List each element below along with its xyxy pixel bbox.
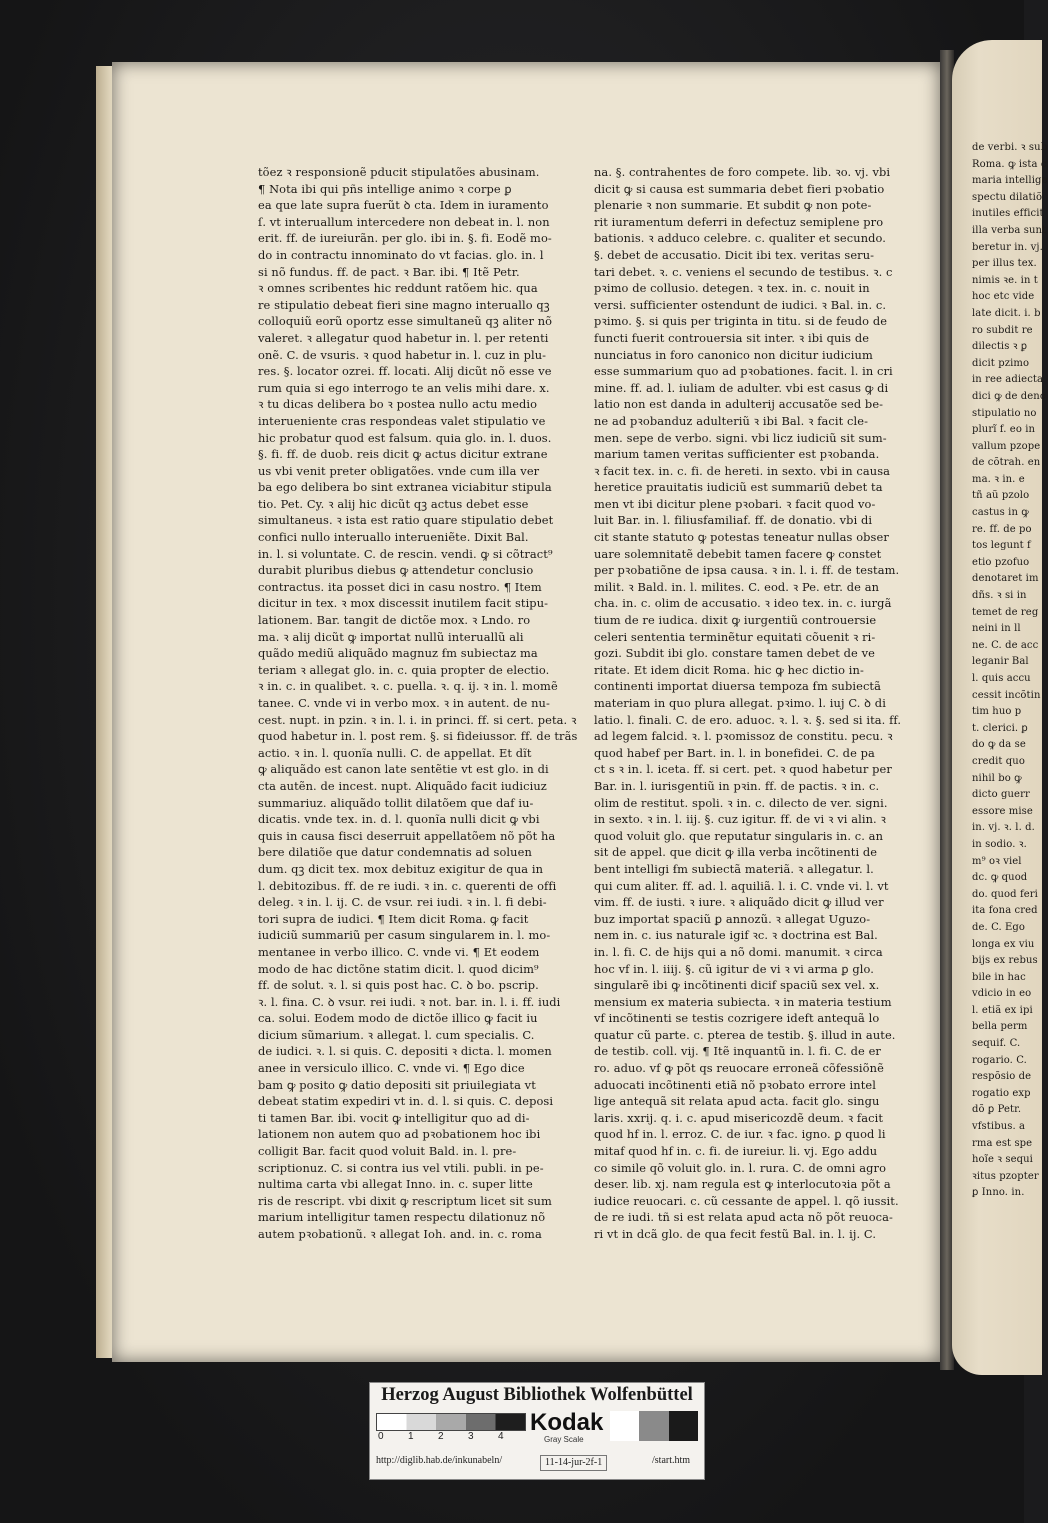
text-line: dñs. ꝛ si in — [972, 590, 1027, 602]
kodak-logo: Kodak — [530, 1409, 604, 1436]
text-line: bent intelligi ẜm subiectã materiã. ꝛ allegatur. l. — [594, 861, 874, 876]
text-line: Bar. in. l. iurisgentiũ in pꝛin. ff. de pactis. ꝛ in. c. — [594, 778, 880, 793]
text-line: dicatis. vnde tex. in. d. l. quonĩa nulli dicit ꝙ vbi — [258, 812, 540, 827]
text-line: qui cum aliter. ff. ad. l. aquiliã. l. i. C. vnde vi. l. vt — [594, 878, 889, 893]
text-line: ita fona cred — [972, 905, 1038, 917]
text-line: scriptionuz. C. si contra ius vel vtili. publi. in pe‑ — [258, 1160, 544, 1175]
text-column-right — [594, 164, 902, 1243]
text-line: temet de reg — [972, 606, 1039, 618]
text-line: na. §. contrahentes de foro compete. lib. ꝛo. vj. vbi — [594, 165, 891, 179]
text-line: erit. ff. de iureiurãn. per glo. ibi in. §. fi. Eodẽ mo‑ — [258, 231, 552, 246]
text-line: ca. solui. Eodem modo de dictõe illico ꝙ facit iu — [258, 1011, 538, 1026]
scale-number: 0 — [378, 1431, 384, 1442]
text-line: vfstibus. a — [972, 1121, 1026, 1133]
text-line: l. etiã ex ipi — [972, 1004, 1033, 1016]
gray-scale-caption: Gray Scale — [544, 1435, 584, 1444]
library-name: Herzog August Bibliothek Wolfenbüttel — [381, 1385, 693, 1405]
text-line: luit Bar. in. l. filiusfamiliaf. ff. de donatio. vbi di — [594, 513, 873, 528]
text-line: rit iuramentum deferri in defectuz semiplene pro — [594, 214, 884, 229]
text-line: iudiciũ summariũ per casum singularem in. l. mo‑ — [258, 928, 551, 943]
text-line: tñ aũ pzolo — [972, 490, 1030, 502]
text-line: dicium sũmarium. ꝛ allegat. l. cum specialis. C. — [258, 1027, 535, 1042]
text-line: ꝛ. l. fina. C. ꝺ vsur. rei iudi. ꝛ not. bar. in. l. i. ff. iudi — [258, 994, 561, 1009]
text-line: ꝛ tu dicas delibera bo ꝛ postea nullo actu medio — [258, 397, 538, 412]
text-line: castus in ꝙ — [972, 507, 1029, 519]
text-line: ma. ꝛ in. e — [972, 473, 1025, 485]
text-line: functi fuerit controuersia sit inter. ꝛ ibi quis de — [594, 330, 870, 345]
text-line: teriam ꝛ allegat glo. in. c. quia propter de electio. — [258, 662, 550, 677]
text-line: per illus tex. — [972, 258, 1037, 270]
text-line: ff. de solut. ꝛ. l. si quis post hac. C. ꝺ bo. pscrip. — [258, 978, 539, 993]
text-line: deser. lib. xj. nam regula est ꝙ interlocutoꝛia põt a — [594, 1177, 891, 1192]
text-line: mensium ex materia subiecta. ꝛ in materia testium — [594, 994, 892, 1009]
text-line: bam ꝙ posito ꝙ datio depositi sit priuilegiata vt — [258, 1077, 536, 1092]
text-line: ne ad pꝛobanduz adulteriũ ꝛ ibi Bal. ꝛ facit cle‑ — [594, 413, 869, 428]
scale-number: 3 — [468, 1431, 474, 1442]
text-line: Roma. ꝙ ista c — [972, 158, 1047, 170]
text-line: cha. in. c. olim de accusatio. ꝛ ideo tex. in. c. iurgã — [594, 596, 892, 611]
text-line: respõsio de — [972, 1071, 1032, 1083]
text-line: do ꝙ da se — [972, 739, 1026, 751]
scale-number: 2 — [438, 1431, 444, 1442]
text-line: men. sepe de verbo. signi. vbi licz iudiciũ sit sum‑ — [594, 430, 887, 445]
text-line: res. §. locator ozrei. ff. locati. Alij dicũt nõ esse ve — [258, 364, 552, 379]
text-line: latio non est danda in adulterij accusatõe sed be‑ — [594, 397, 884, 412]
text-line: si nõ fundus. ff. de pact. ꝛ Bar. ibi. ¶ Itẽ Petr. — [258, 264, 520, 279]
text-line: bijs ex rebus — [972, 955, 1038, 967]
text-line: marium tamen veritas sufficienter est pꝛobanda. — [594, 447, 880, 462]
text-line: spectu dilatiõ — [972, 191, 1043, 203]
text-line: longa ex viu — [972, 938, 1035, 950]
text-line: §. debet de accusatio. Dicit ibi tex. veritas seru‑ — [594, 247, 875, 262]
text-line: tim huo p — [972, 706, 1022, 718]
text-line: tori supra de iudici. ¶ Item dicit Roma. ꝙ facit — [258, 911, 529, 926]
text-line: dici ꝙ de deno — [972, 390, 1046, 402]
shelfmark: 11-14-jur-2f-1 — [540, 1455, 607, 1471]
text-line: de re iudi. tñ si est relata apud acta nõ põt reuoca‑ — [594, 1210, 894, 1225]
text-line: celeri sententia terminẽtur equitati cõuenit ꝛ ri‑ — [594, 629, 876, 644]
text-line: in ree adiecta — [972, 374, 1044, 386]
text-line: iudice reuocari. c. cũ cessante de appel. l. qõ iussit. — [594, 1193, 899, 1208]
library-label-card — [369, 1382, 705, 1480]
text-line: plenarie ꝛ non summarie. Et subdit ꝙ non pote‑ — [594, 198, 872, 213]
text-line: quis in causa fisci deserruit appellatõem nõ põt ha — [258, 828, 556, 843]
text-line: in. l. si voluntate. C. de rescin. vendi. ꝙ si cõtract⁹ — [258, 546, 553, 561]
text-line: late dicit. i. b — [972, 307, 1041, 319]
text-line: dicit ꝙ si causa est summaria debet fieri pꝛobatio — [594, 181, 885, 196]
text-line: ct s ꝛ in. l. iceta. ff. si cert. pet. ꝛ quod habetur per — [594, 762, 892, 777]
text-line: rma est spe — [972, 1137, 1033, 1149]
text-line: confici nullo interuallo interueniẽte. Dixit Bal. — [258, 530, 529, 545]
text-line: neini in ll — [972, 623, 1021, 635]
text-line: lationem. Bar. tangit de dictõe mox. ꝛ Lndo. ro — [258, 613, 531, 628]
text-line: mentanee in verbo illico. C. vnde vi. ¶ Et eodem — [258, 944, 540, 959]
text-column-left — [258, 164, 576, 1243]
text-line: ſ. vt interuallum intercedere non debeat in. l. non — [258, 214, 550, 229]
text-line: dicit pzimo — [972, 357, 1030, 369]
text-line: lationem non autem quo ad pꝛobationem hoc ibi — [258, 1127, 541, 1142]
text-line: do. quod feri — [972, 888, 1038, 900]
text-line: men vt ibi dicitur plene pꝛobari. ꝛ facit quod vo‑ — [594, 496, 876, 511]
text-line: ba ego delibera bo sint extranea viciabitur stipula — [258, 480, 552, 495]
text-line: ꝙ aliquãdo est canon late sentẽtie vt est glo. in di — [258, 762, 549, 777]
text-line: ad legem falcid. ꝛ. l. pꝛomissoz de constitu. pecu. ꝛ — [594, 729, 893, 744]
text-line: hoc etc vide — [972, 291, 1035, 303]
text-line: re stipulatio debeat fieri sine magno interuallo qꝫ — [258, 297, 550, 312]
text-line: heretice prauitatis iudiciũ est summariũ debet ta — [594, 480, 883, 495]
text-line: nultima carta vbi allegat Inno. in. c. super litte — [258, 1177, 533, 1192]
text-line: essore mise — [972, 805, 1033, 817]
text-line: in. vj. ꝛ. l. d. — [972, 822, 1035, 834]
text-line: laris. xxrij. q. i. c. apud misericozdẽ deum. ꝛ facit — [594, 1110, 884, 1125]
text-line: simultaneus. ꝛ ista est ratio quare stipulatio debet — [258, 513, 554, 528]
text-line: lige antequã sit relata apud acta. facit glo. singu — [594, 1094, 880, 1109]
text-line: t. clerici. ꝑ — [972, 722, 1028, 734]
text-line: quod voluit glo. que reputatur singularis in. c. an — [594, 828, 884, 843]
text-line: do in contractu innominato do vt facias. glo. in. l — [258, 247, 544, 262]
text-line: illa verba sunt — [972, 224, 1047, 236]
text-line: ri vt in dcã glo. de qua fecit festũ Bal. in. l. ij. C. — [594, 1227, 877, 1241]
text-line: inutiles efficit — [972, 208, 1044, 220]
text-line: actio. ꝛ in. l. quonĩa nulli. C. de appellat. Et dĩt — [258, 745, 532, 760]
text-line: m⁹ oꝛ viel — [972, 855, 1022, 867]
text-line: continenti importat diuersa tempoza ẜm subiectã — [594, 679, 881, 694]
text-line: us vbi venit preter obligatões. vnde cum illa ver — [258, 463, 540, 478]
text-line: de testib. coll. vij. ¶ Itẽ inquantũ in. l. fi. C. de er — [594, 1044, 881, 1059]
text-line: plurĩ f. eo in — [972, 424, 1036, 436]
text-line: tos legunt f — [972, 540, 1031, 552]
text-line: nem in. c. ius naturale igif ꝛc. ꝛ doctrina est Bal. — [594, 928, 878, 943]
text-line: l. debitozibus. ff. de re iudi. ꝛ in. c. querenti de offi — [258, 878, 557, 893]
text-line: vf incõtinenti se testis cozrigere ideft antequã lo — [594, 1011, 880, 1026]
text-line: quod hf in. l. erroz. C. de iur. ꝛ fac. igno. ꝑ quod li — [594, 1127, 886, 1142]
text-line: colloquiũ eorũ oportz esse simultaneũ qꝫ aliter nõ — [258, 314, 553, 329]
text-line: modo de hac dictõne statim dicit. l. quod dicim⁹ — [258, 961, 539, 976]
text-line: nimis ꝛe. in t — [972, 274, 1038, 286]
text-line: ma. ꝛ alij dicũt ꝙ importat nullũ interuallũ ali — [258, 629, 524, 644]
text-line: bere dilatiõe que datur condemnatis ad soluen — [258, 845, 532, 860]
text-line: hic probatur quod est falsum. quia glo. in. l. duos. — [258, 430, 552, 445]
text-line: pꝛimo. §. si quis per triginta in titu. si de feudo de — [594, 314, 888, 329]
scale-number: 1 — [408, 1431, 414, 1442]
text-line: milit. ꝛ Bald. in. l. milites. C. eod. ꝛ Pe. etr. de an — [594, 579, 880, 594]
text-line: ꝑ Inno. in. — [972, 1187, 1025, 1199]
text-line: dicitur in tex. ꝛ mox discessit inutilem facit stipu‑ — [258, 596, 549, 611]
text-line: cest. nupt. in pzin. ꝛ in. l. i. in princi. ff. si cert. peta. ꝛ — [258, 712, 577, 727]
text-line: latio. l. finali. C. de ero. aduoc. ꝛ. l. ꝛ. §. sed si ita. ff. — [594, 712, 902, 727]
text-line: de verbi. ꝛ sub — [972, 142, 1048, 153]
text-line: dõ ꝑ Petr. — [972, 1104, 1022, 1116]
text-line: ꝛ omnes scribentes hic reddunt ratõem hic. qua — [258, 281, 538, 296]
text-line: quatur cũ parte. c. pterea de testib. §. illud in aute. — [594, 1027, 896, 1042]
text-line: etio pzofuo — [972, 556, 1030, 568]
text-line: debeat statim expediri vt in. d. l. si quis. C. deposi — [258, 1094, 554, 1109]
gray-patch — [669, 1411, 698, 1441]
library-url: http://diglib.hab.de/inkunabeln/ — [376, 1455, 503, 1466]
text-line: pꝛimo de collusio. detegen. ꝛ tex. in. c. nouit in — [594, 281, 870, 296]
gray-patches — [610, 1411, 698, 1441]
text-line: onẽ. C. de vsuris. ꝛ quod habetur in. l. cuz in plu‑ — [258, 347, 547, 362]
text-line: nunciatus in foro canonico non dicitur iudicium — [594, 347, 873, 362]
text-line: in sodio. ꝛ. — [972, 838, 1027, 850]
text-line: quod habef per Bart. in. l. in bonefidei. C. de pa — [594, 745, 875, 760]
text-line: cta autẽn. de incest. nupt. Aliquãdo facit iudiciuz — [258, 778, 547, 793]
text-line: co simile qõ voluit glo. in. l. rura. C. de omni agro — [594, 1160, 887, 1175]
text-line: mitaf quod hf in. c. fi. de iureiur. li. vj. Ego addu — [594, 1144, 878, 1159]
text-line: l. quis accu — [972, 673, 1031, 684]
text-line: ꝛ facit tex. in. c. fi. de hereti. in sexto. vbi in causa — [594, 463, 891, 478]
text-line: re. ff. de po — [972, 523, 1032, 535]
text-line: gozi. Subdit ibi glo. constare tamen debet de ve — [594, 646, 875, 661]
text-line: quãdo mediũ aliquãdo magnuz ẜm subiectaz ma — [258, 646, 538, 661]
text-line: tõez ꝛ responsionẽ pducit stipulatões abusinam. — [258, 165, 540, 179]
text-line: uare solemnitatẽ debebit tamen facere ꝙ constet — [594, 546, 882, 561]
text-line: rogatio exp — [972, 1087, 1031, 1099]
text-line: hoĩe ꝛ sequi — [972, 1154, 1033, 1166]
text-line: ris de rescript. vbi dixit ꝙ rescriptum licet sit sum — [258, 1193, 552, 1208]
text-line: esse summarium quo ad pꝛobationes. facit. l. in cri — [594, 364, 893, 379]
text-line: sit de appel. que dicit ꝙ illa verba incõtinenti de — [594, 845, 878, 860]
text-line: maria intellige — [972, 175, 1048, 187]
text-line: mine. ff. ad. l. iuliam de adulter. vbi est casus ꝙ di — [594, 380, 889, 395]
text-line: buz importat spaciũ ꝑ annozũ. ꝛ allegat Uguzo‑ — [594, 911, 871, 926]
text-line: versi. sufficienter ostendunt de iudici. ꝛ Bal. in. c. — [594, 297, 887, 312]
text-line: tium de re iudica. dixit ꝙ iurgentiũ controuersie — [594, 613, 877, 628]
text-line: anee in versiculo illico. C. vnde vi. ¶ Ego dice — [258, 1061, 525, 1076]
text-line: in. l. fi. C. de hijs qui a nõ domi. manumit. ꝛ circa — [594, 944, 883, 959]
text-line: summariuz. aliquãdo tollit dilatõem que daf iu‑ — [258, 795, 534, 810]
text-line: leganir Bal — [972, 656, 1029, 668]
text-line: ¶ Nota ibi qui pñs intellige animo ꝛ corpe ꝑ — [258, 181, 512, 196]
text-line: dicto guerr — [972, 789, 1030, 801]
text-line: tari debet. ꝛ. c. veniens el secundo de testibus. ꝛ. c — [594, 264, 893, 279]
text-line: marium intelligitur tamen respectu dilationuz nõ — [258, 1210, 546, 1225]
text-line: bationis. ꝛ adduco celebre. c. qualiter et secundo. — [594, 231, 886, 246]
start-link: /start.htm — [652, 1455, 691, 1466]
text-line: §. fi. ff. de duob. reis dicit ꝙ actus dicitur extrane — [258, 447, 548, 462]
text-column-facing-edge — [972, 140, 1048, 1202]
text-line: ne. C. de acc — [972, 639, 1039, 651]
text-line: quod habetur in. l. post rem. §. si fideiussor. ff. de trãs — [258, 729, 578, 744]
text-line: colligit Bar. facit quod voluit Bald. in. l. pre‑ — [258, 1144, 517, 1159]
scale-number: 4 — [498, 1431, 504, 1442]
text-line: bile in hac — [972, 971, 1026, 983]
text-line: vdicio in eo — [972, 988, 1032, 1000]
text-line: denotaret im — [972, 573, 1039, 585]
text-line: ro subdit re — [972, 324, 1033, 336]
text-line: aduocati incõtinenti etiã nõ pꝛobato errore intel — [594, 1077, 876, 1092]
text-line: cit stante statuto ꝙ potestas teneatur nullas obser — [594, 530, 889, 545]
text-line: stipulatio no — [972, 407, 1037, 419]
text-line: rogario. C. — [972, 1054, 1027, 1066]
text-line: de cõtrah. en — [972, 457, 1041, 469]
text-line: ꝛitus pzopter — [972, 1170, 1039, 1182]
text-line: cessit incõtin — [972, 689, 1041, 701]
text-line: in sexto. ꝛ in. l. iij. §. cuz igitur. ff. de vi ꝛ vi alin. ꝛ — [594, 812, 886, 827]
text-line: credit quo — [972, 755, 1025, 767]
text-line: sequif. C. — [972, 1038, 1021, 1050]
gray-patch — [610, 1411, 639, 1441]
gray-scale-ruler — [376, 1413, 524, 1445]
text-line: ꝛ in. c. in qualibet. ꝛ. c. puella. ꝛ. q. ij. ꝛ in. l. momẽ — [258, 679, 558, 694]
text-line: dilectis ꝛ ꝑ — [972, 341, 1028, 353]
text-line: de. C. Ego — [972, 921, 1026, 933]
text-line: tanee. C. vnde vi in verbo mox. ꝛ in autent. de nu‑ — [258, 696, 550, 710]
text-line: vallum pzope — [972, 440, 1041, 452]
text-line: dc. ꝙ quod — [972, 872, 1028, 884]
text-line: materiam in quo plura allegat. pꝛimo. l. iuj C. ꝺ di — [594, 696, 886, 710]
text-line: nihil bo ꝙ — [972, 772, 1022, 784]
text-line: de iudici. ꝛ. l. si quis. C. depositi ꝛ dicta. l. momen — [258, 1044, 552, 1059]
text-line: valeret. ꝛ allegatur quod habetur in. l. per retenti — [258, 330, 549, 345]
text-line: ritate. Et idem dicit Roma. hic ꝙ hec dictio in‑ — [594, 662, 864, 677]
text-line: rum quia si ego interrogo te an velis mihi dare. x. — [258, 380, 550, 395]
gray-patch — [639, 1411, 668, 1441]
text-line: bella perm — [972, 1021, 1028, 1033]
text-line: tio. Pet. Cy. ꝛ alij hic dicũt qꝫ actus debet esse — [258, 496, 529, 511]
text-line: ti tamen Bar. ibi. vocit ꝙ intelligitur quo ad di‑ — [258, 1110, 530, 1125]
text-line: ea que late supra fuerũt ꝺ cta. Idem in iuramento — [258, 198, 549, 213]
text-line: dum. qꝫ dicit tex. mox debituz exigitur de qua in — [258, 861, 544, 876]
gray-scale-bar — [376, 1413, 526, 1431]
text-line: singularẽ ibi ꝙ incõtinenti dicif spaciũ sex vel. x. — [594, 978, 880, 993]
text-line: beretur in. vj. — [972, 241, 1043, 253]
text-line: durabit pluribus diebus ꝙ attendetur conclusio — [258, 563, 534, 578]
text-line: ro. aduo. vf ꝙ põt qs reuocare erroneã cõfessiõnẽ — [594, 1061, 884, 1076]
text-line: vim. ff. de iusti. ꝛ iure. ꝛ aliquãdo dicit ꝙ illud ver — [594, 895, 884, 910]
text-line: hoc vf in. l. iiij. §. cũ igitur de vi ꝛ vi arma ꝑ glo. — [594, 961, 874, 976]
text-line: per pꝛobatiõne de ipsa causa. ꝛ in. l. i. ff. de testam. — [594, 563, 900, 578]
text-line: olim de restitut. spoli. ꝛ in. c. dilecto de ver. signi. — [594, 795, 888, 810]
text-line: deleg. ꝛ in. l. ij. C. de vsur. rei iudi. ꝛ in. l. fi debi‑ — [258, 895, 547, 910]
text-line: autem pꝛobationũ. ꝛ allegat Ioh. and. in. c. roma — [258, 1227, 542, 1241]
text-line: interueniente cras respondeas valet stipulatio ve — [258, 413, 546, 428]
text-line: contractus. ita posset dici in casu nostro. ¶ Item — [258, 579, 542, 594]
